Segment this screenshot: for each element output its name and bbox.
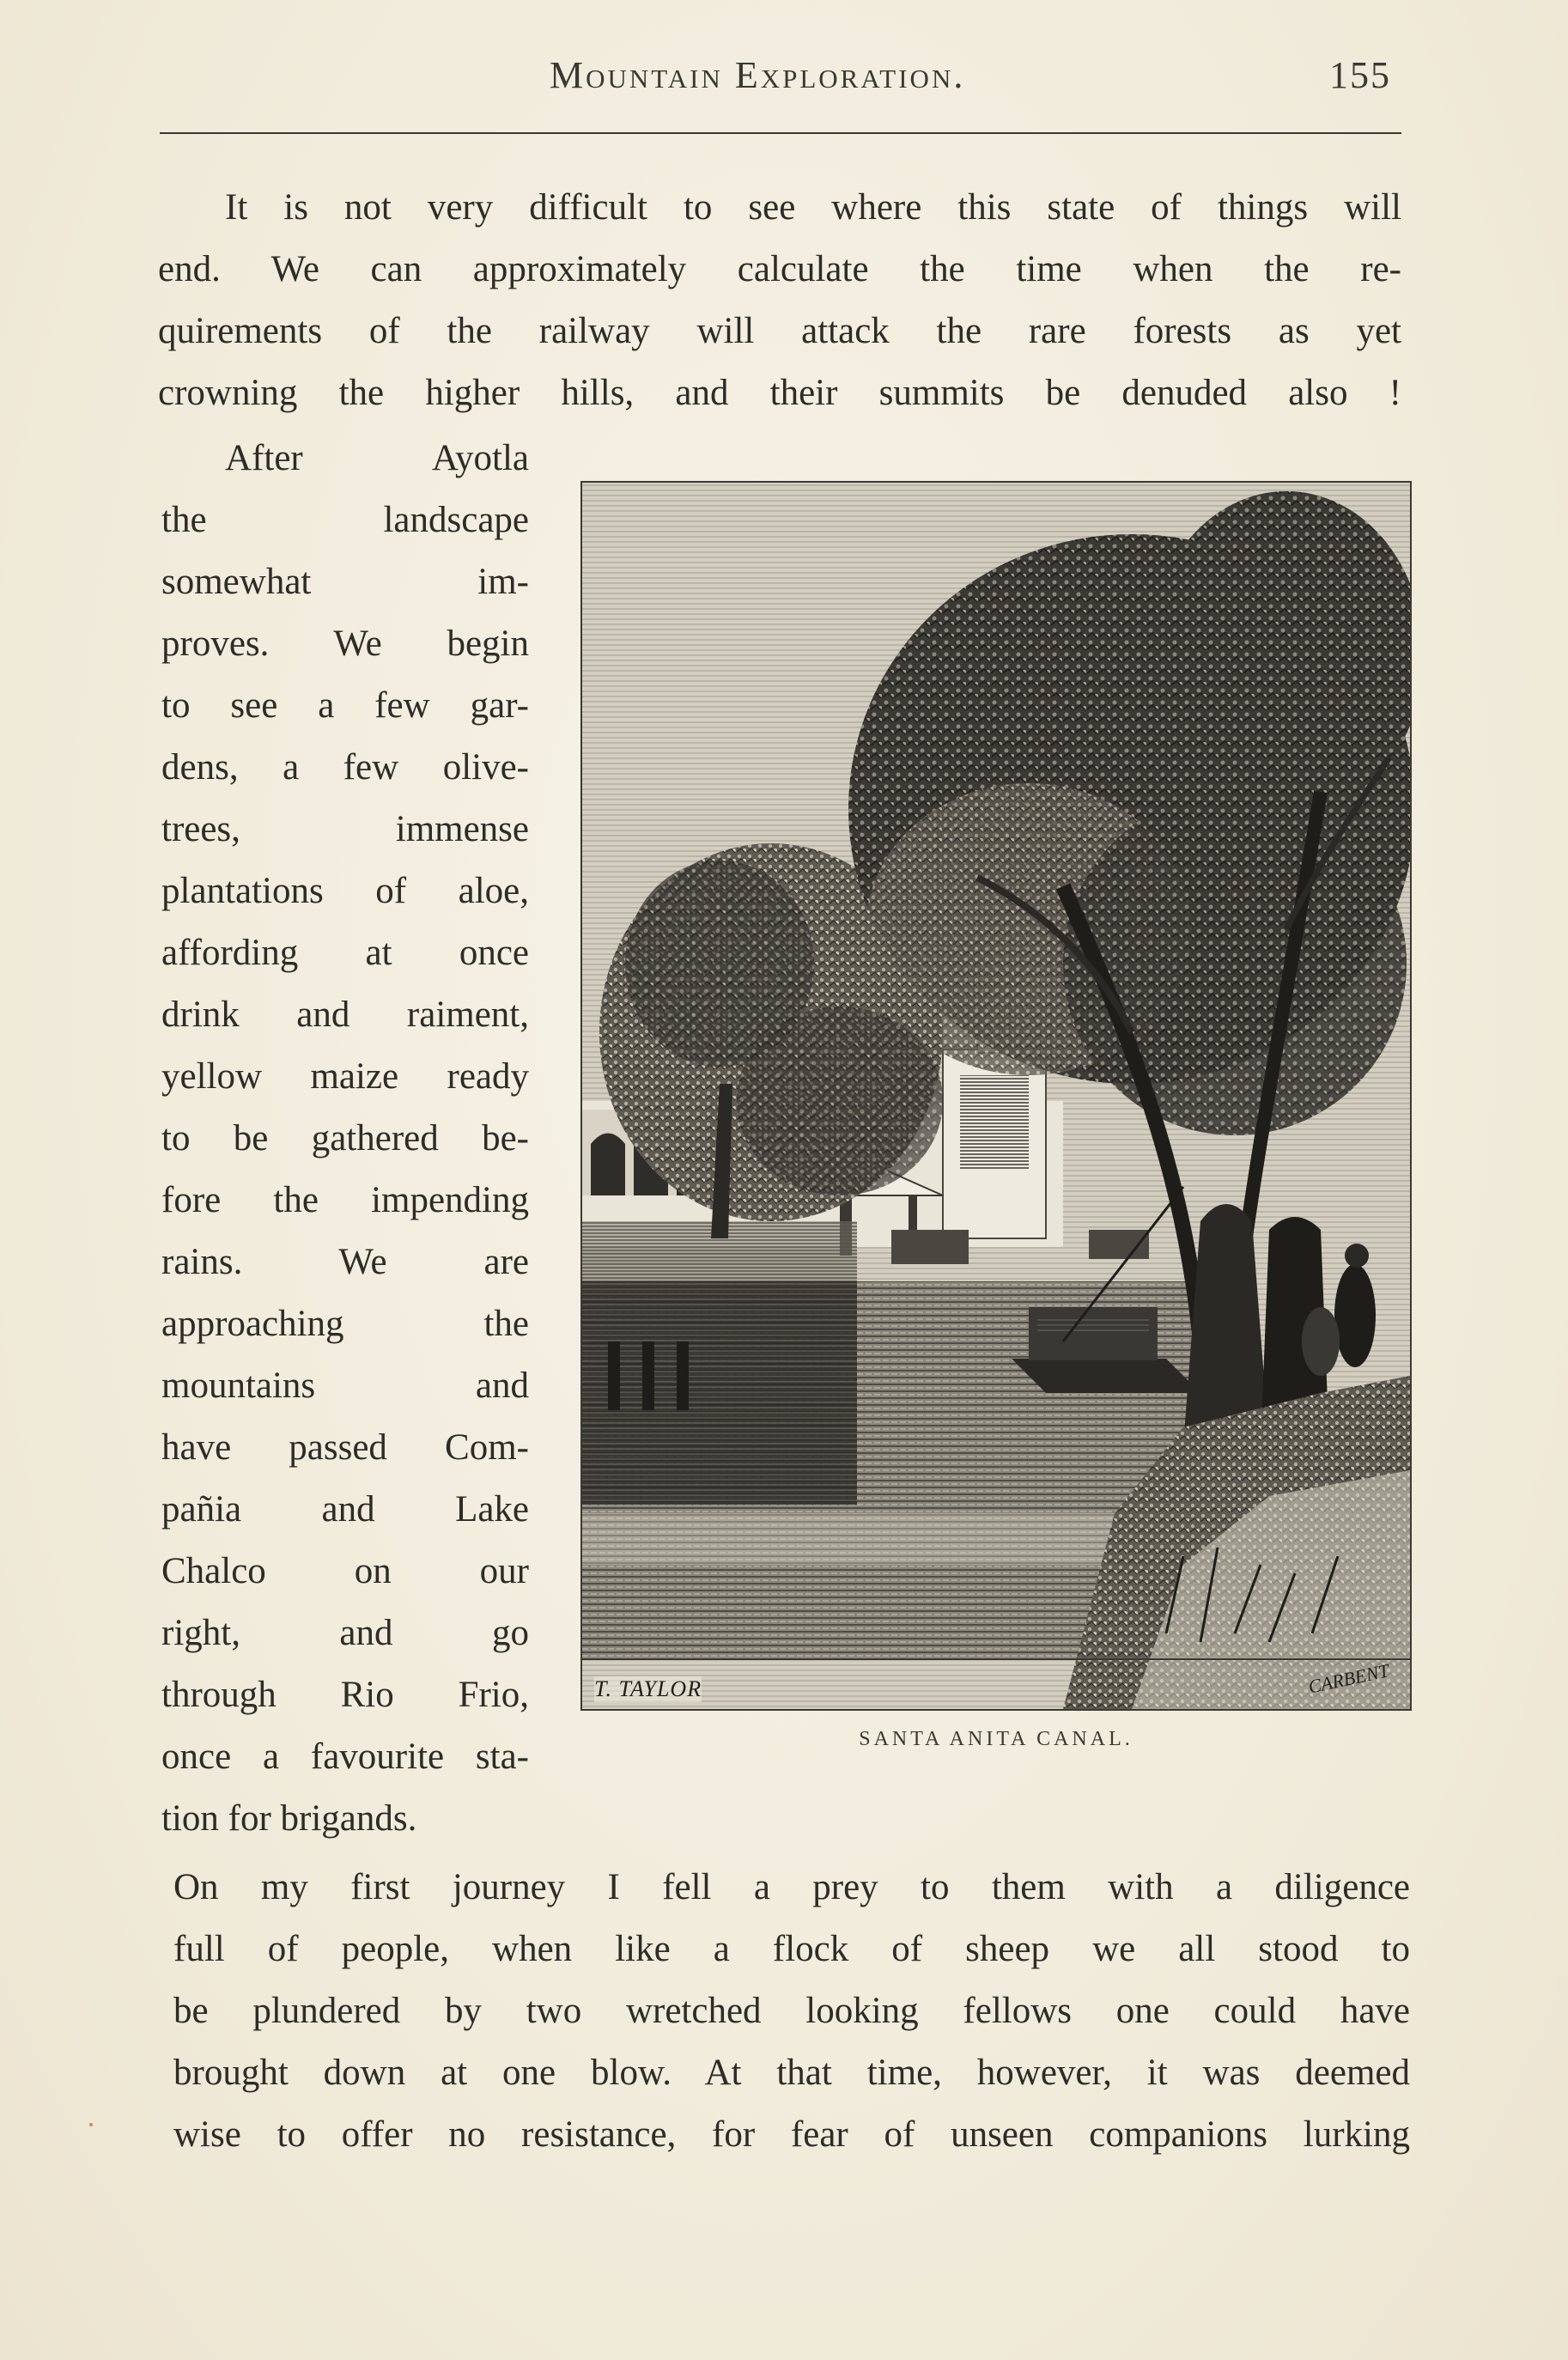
page-number: 155: [1329, 54, 1391, 96]
text-line: proves. We begin: [161, 623, 529, 664]
text-line: plantations of aloe,: [161, 871, 529, 911]
text-line: end. We can approximately calculate the time when the re-: [158, 249, 1401, 289]
text-line: quirements of the railway will attack the rare forests as yet: [158, 311, 1401, 351]
text-line: brought down at one blow. At that time, however, it was deemed: [173, 2053, 1410, 2093]
text-line: On my first journey I fell a prey to them with a diligence: [173, 1867, 1410, 1907]
running-head: Mountain Exploration.: [550, 54, 966, 96]
text-line: once a favourite sta-: [161, 1737, 529, 1777]
text-line: crowning the higher hills, and their summits be denuded also !: [158, 373, 1401, 413]
page-speck: [89, 2123, 93, 2126]
canal-scene-engraving: [582, 483, 1410, 1709]
text-line: full of people, when like a flock of sheep we all stood to: [173, 1929, 1410, 1969]
text-line: wise to offer no resistance, for fear of unseen companions lurking: [173, 2114, 1410, 2155]
text-line: dens, a few olive-: [161, 747, 529, 788]
text-line: After Ayotla: [225, 438, 529, 478]
text-line: pañia and Lake: [161, 1489, 529, 1530]
text-line: the landscape: [161, 500, 529, 540]
text-line: be plundered by two wretched looking fellows one could have: [173, 1991, 1410, 2031]
text-line: right, and go: [161, 1613, 529, 1653]
figure-caption: SANTA ANITA CANAL.: [859, 1728, 1133, 1750]
text-line: affording at once: [161, 933, 529, 973]
engraving-illustration: [580, 481, 1412, 1711]
text-line: fore the impending: [161, 1180, 529, 1220]
text-line: somewhat im-: [161, 562, 529, 602]
paragraph-1: [158, 177, 1401, 424]
text-line: have passed Com-: [161, 1427, 529, 1468]
text-line: Chalco on our: [161, 1551, 529, 1591]
text-line: rains. We are: [161, 1242, 529, 1282]
text-line: drink and raiment,: [161, 994, 529, 1035]
paragraph-3: [173, 1857, 1410, 2166]
engraver-signature-right: CARBENT: [1305, 1659, 1391, 1698]
text-line: trees, immense: [161, 809, 529, 849]
paragraph-2: [161, 428, 529, 1850]
text-line: through Rio Frio,: [161, 1675, 529, 1715]
text-line: yellow maize ready: [161, 1056, 529, 1097]
text-line: approaching the: [161, 1304, 529, 1344]
engraver-signature-left: T. TAYLOR: [594, 1676, 702, 1701]
text-line: tion for brigands.: [161, 1798, 417, 1839]
text-line: to be gathered be-: [161, 1118, 529, 1159]
header-rule: [160, 132, 1401, 134]
text-line: mountains and: [161, 1366, 529, 1406]
text-line: to see a few gar-: [161, 685, 529, 726]
text-line: It is not very difficult to see where this state of things will: [225, 187, 1401, 228]
